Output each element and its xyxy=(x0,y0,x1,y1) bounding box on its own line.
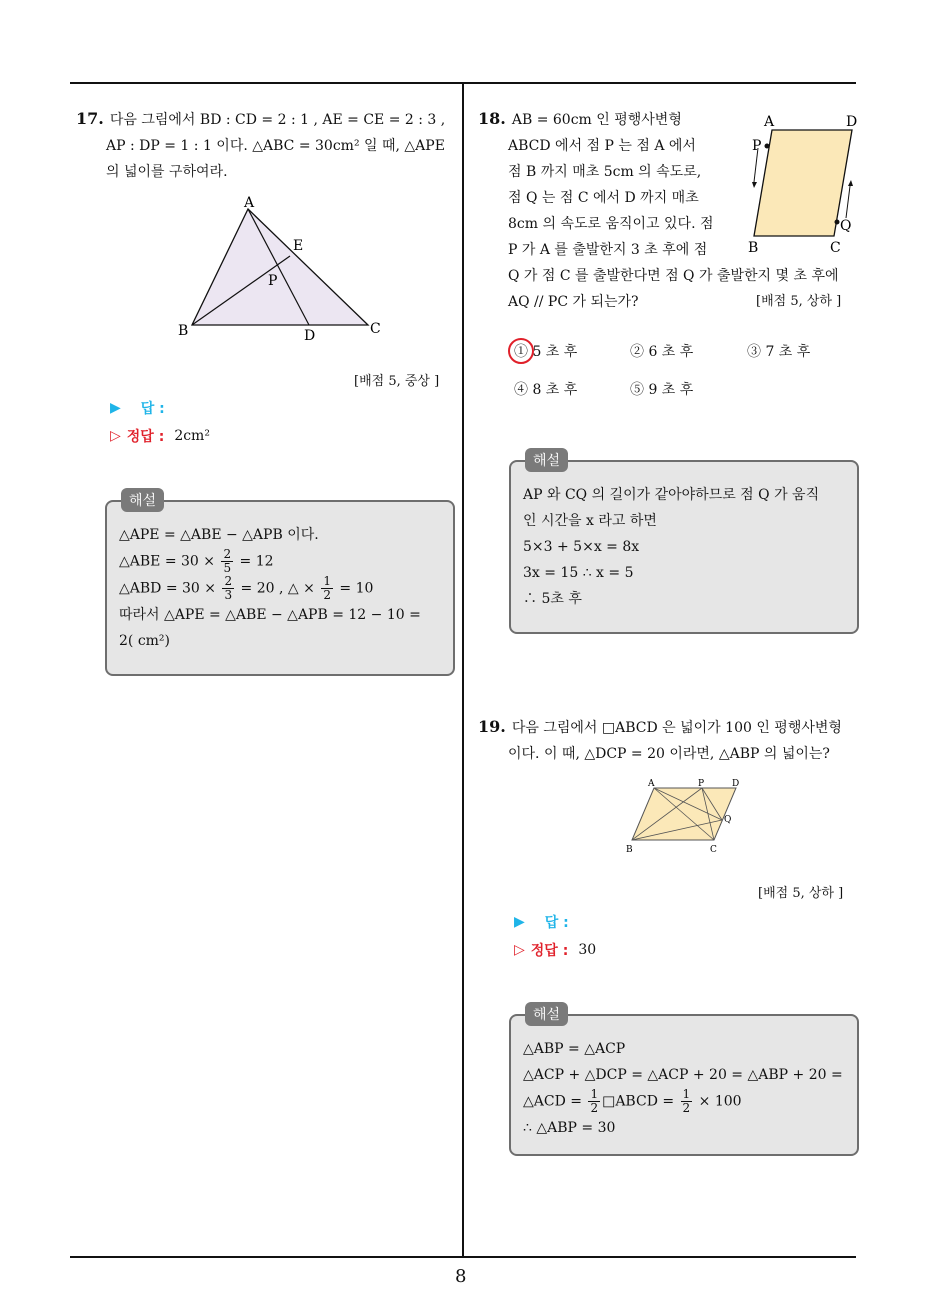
q17-explain-line3: △ABD = 30 × $\frac{2}{3}$ = 20 , △ × $\frac{1}{2}$ = 10 xyxy=(119,574,374,602)
q17-ratio-line: BD : CD = 2 : 1 , AE = CE = 2 : 3 , xyxy=(199,112,446,128)
q18-point-p xyxy=(765,144,770,149)
outline-triangle-icon: ▷ xyxy=(110,428,121,444)
svg-text:P: P xyxy=(752,138,762,154)
q17-explain-line5: 2( cm²) xyxy=(119,633,171,649)
q19-correct-value: 30 xyxy=(578,942,597,958)
q18-explanation-box: 해설 AP 와 CQ 의 길이가 같아야하므로 점 Q 가 움직 인 시간을 x 라고 하면 5×3 + 5×x = 8x 3x = 15 ∴ x = 5 ∴ 5초 후 xyxy=(509,460,859,634)
q17-answer-label: 답 : xyxy=(140,401,165,417)
q17-line2: AP : DP = 1 : 1 이다. △ABC = 30cm² 일 때, △APE xyxy=(106,138,445,154)
q18-text: 18. AB = 60cm 인 평행사변형 ABCD 에서 점 P 는 점 A 에서 점 B 까지 매초 5cm 의 속도로, 점 Q 는 점 C 에서 D 까지 매초 8cm 의 속도로 움직이고 있다. 점 P 가 A 를 출발한지 3 초 후에 점 Q 가 점 C 를 출발한다면 점 Q 가 출발한지 몇 초 후에 AQ // PC 가 되는가? xyxy=(478,109,839,310)
q17-score: [배점 5, 중상 ] xyxy=(354,374,440,389)
bottom-rule xyxy=(70,1256,856,1258)
q18-choice-4[interactable]: ④ 8 초 후 xyxy=(514,382,578,398)
q18-point-q xyxy=(835,220,840,225)
q17-correct-value: 2cm² xyxy=(174,428,210,444)
svg-text:Q: Q xyxy=(840,218,852,234)
q17-number: 17. xyxy=(76,109,104,128)
q19-score: [배점 5, 상하 ] xyxy=(758,886,844,901)
q17-triangle-figure xyxy=(170,195,390,345)
q18-parallelogram-figure xyxy=(748,110,866,258)
svg-text:P: P xyxy=(698,779,705,789)
svg-text:A: A xyxy=(764,114,775,130)
q19-parallelogram-figure xyxy=(622,776,746,856)
q18-choice-2[interactable]: ② 6 초 후 xyxy=(630,344,694,360)
q17-explain-line1: △APE = △ABE − △APB 이다. xyxy=(119,527,319,543)
q17-correct-row xyxy=(110,426,210,446)
q18-choice-3[interactable]: ③ 7 초 후 xyxy=(747,344,811,360)
q17-explanation-tag: 해설 xyxy=(121,488,164,512)
outline-triangle-icon: ▷ xyxy=(514,942,525,958)
q19-text: 19. 다음 그림에서 □ABCD 은 넓이가 100 인 평행사변형 이다. 이 때, △DCP = 20 이라면, △ABP 의 넓이는? xyxy=(478,717,842,762)
svg-text:Q: Q xyxy=(724,815,732,825)
play-triangle-icon: ▶ xyxy=(110,400,121,416)
svg-text:C: C xyxy=(710,845,717,855)
q18-number: 18. xyxy=(478,109,506,128)
q17-label-a: A xyxy=(244,195,255,211)
q17-explain-line4: 따라서 △APE = △ABE − △APB = 12 − 10 = xyxy=(119,607,421,623)
q17-triangle-abc xyxy=(192,209,368,325)
q19-correct-row xyxy=(514,940,596,960)
q17-answer-row xyxy=(110,398,165,418)
column-divider xyxy=(462,82,464,1258)
q17-correct-label: 정답 : xyxy=(126,429,165,445)
q17-explain-line2: △ABE = 30 × $\frac{2}{5}$ = 12 xyxy=(119,547,274,575)
q19-explanation-tag: 해설 xyxy=(525,1002,568,1026)
svg-text:C: C xyxy=(830,240,841,256)
q19-answer-row xyxy=(514,912,569,932)
q19-answer-label: 답 : xyxy=(544,915,569,931)
q19-correct-label: 정답 : xyxy=(530,943,569,959)
svg-text:B: B xyxy=(748,240,759,256)
play-triangle-icon: ▶ xyxy=(514,914,525,930)
svg-text:A: A xyxy=(648,779,655,789)
q17-label-d: D xyxy=(304,328,316,344)
q18-explanation-tag: 해설 xyxy=(525,448,568,472)
q19-number: 19. xyxy=(478,717,506,736)
q17-label-c: C xyxy=(370,321,381,337)
q17-label-p: P xyxy=(268,273,278,289)
q19-explanation-box: 해설 △ABP = △ACP △ACP + △DCP = △ACP + 20 = △ABP + 20 = △ACD = $\frac{1}{2}$ □ABCD = $\frac{1}{2}$ × 100 ∴ △ABP = 30 xyxy=(509,1014,859,1156)
svg-text:D: D xyxy=(846,114,858,130)
q17-explanation-box xyxy=(105,493,455,676)
q17-text: 17. 다음 그림에서 BD : CD = 2 : 1 , AE = CE = 2 : 3 , AP : DP = 1 : 1 이다. △ABC = 30cm² 일 때, △APE 의 넓이를 구하여라. xyxy=(76,106,458,185)
page-number: 8 xyxy=(455,1266,467,1287)
q17-label-b: B xyxy=(178,323,189,339)
q18-choice-5[interactable]: ⑤ 9 초 후 xyxy=(630,382,694,398)
svg-text:D: D xyxy=(732,779,740,789)
q18-choice-1[interactable]: ① 5 초 후 xyxy=(514,344,578,360)
q18-score: [배점 5, 상하 ] xyxy=(756,294,842,309)
q17-line3: 의 넓이를 구하여라. xyxy=(106,164,228,180)
q17-label-e: E xyxy=(293,238,304,254)
svg-text:B: B xyxy=(626,845,633,855)
